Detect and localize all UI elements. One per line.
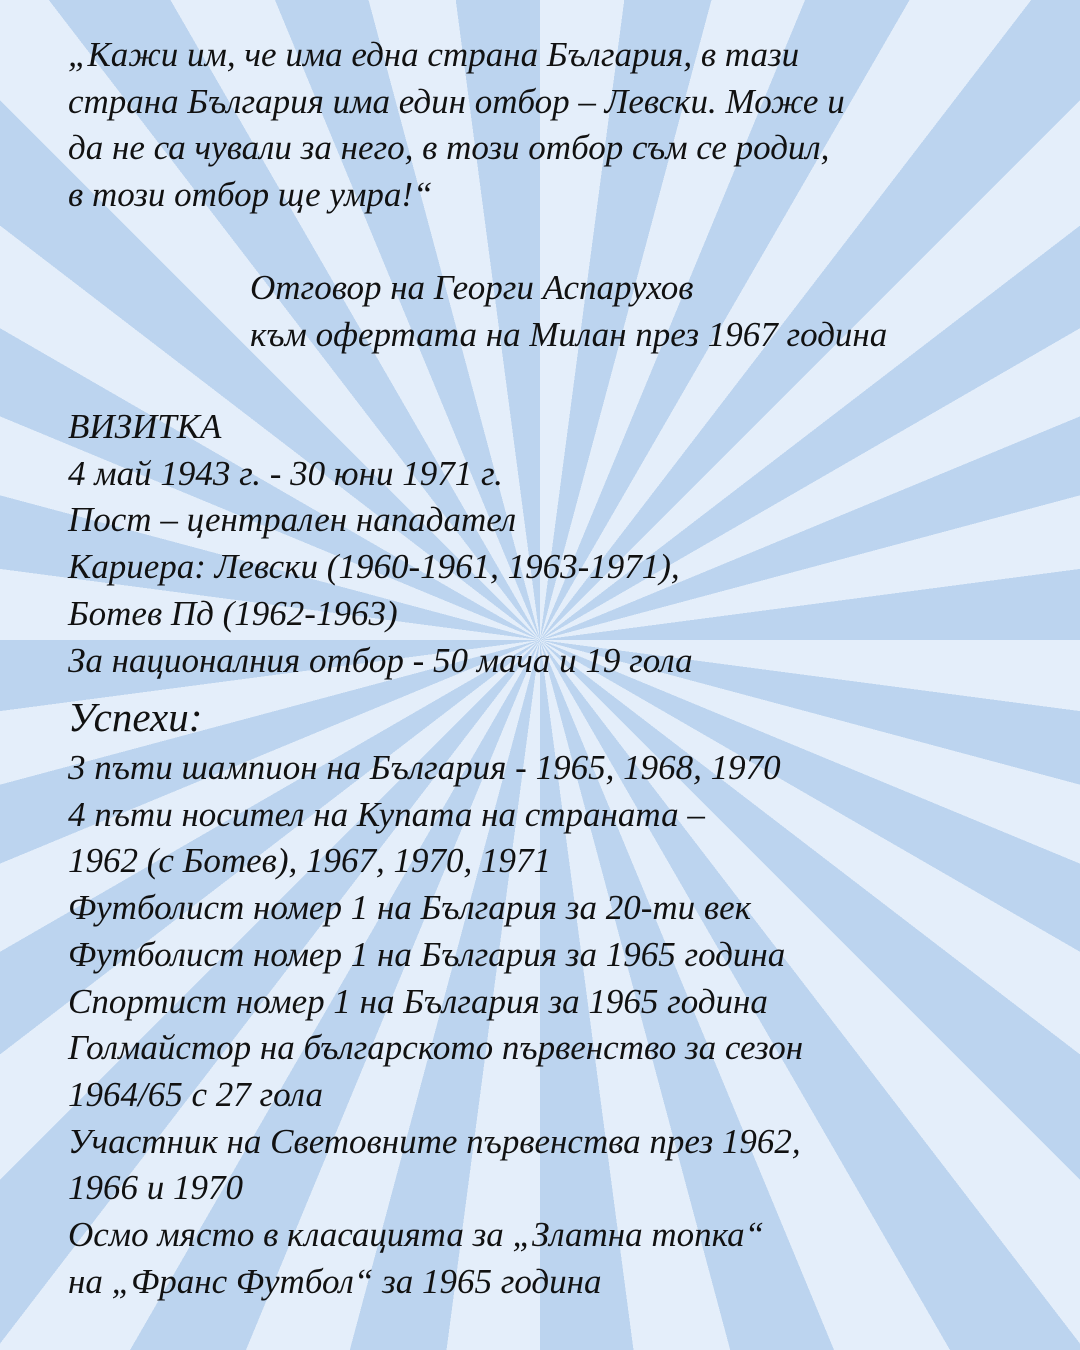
profile-line: За националния отбор - 50 мача и 19 гола <box>68 640 693 680</box>
attribution-line: Отговор на Георги Аспарухов <box>250 268 694 307</box>
achievement-line: Голмайстор на българското първенство за сезон <box>68 1028 804 1068</box>
achievement-line: 1966 и 1970 <box>68 1168 243 1208</box>
achievement-line: Осмо място в класацията за „Златна топка“ <box>68 1215 765 1255</box>
profile-line: 4 май 1943 г. - 30 юни 1971 г. <box>68 453 503 493</box>
achievement-line: 1964/65 с 27 гола <box>68 1074 323 1114</box>
achievement-line: на „Франс Футбол“ за 1965 година <box>68 1261 602 1301</box>
profile-title: ВИЗИТКА <box>68 407 222 446</box>
profile-line: Пост – централен нападател <box>68 500 517 540</box>
achievement-line: Футболист номер 1 на България за 1965 година <box>68 934 786 974</box>
achievement-line: 4 пъти носител на Купата на страната – <box>68 794 705 834</box>
profile-line: Ботев Пд (1962-1963) <box>68 593 398 633</box>
quote <box>68 32 845 219</box>
achievement-line: 1962 (с Ботев), 1967, 1970, 1971 <box>68 841 551 881</box>
achievements-list <box>68 745 803 1305</box>
quote-line: страна България има един отбор – Левски. Може и <box>68 81 845 121</box>
achievements-title: Успехи: <box>68 694 203 740</box>
quote-line: в този отбор ще умра!“ <box>68 175 433 215</box>
attribution <box>250 265 887 358</box>
quote-line: „Кажи им, че има една страна България, в тази <box>68 35 800 74</box>
profile-card <box>68 404 693 684</box>
achievement-line: 3 пъти шампион на България - 1965, 1968, 1970 <box>68 748 781 787</box>
attribution-line: към офертата на Милан през 1967 година <box>250 314 888 354</box>
achievement-line: Спортист номер 1 на България за 1965 година <box>68 981 768 1021</box>
profile-line: Кариера: Левски (1960-1961, 1963-1971), <box>68 547 680 587</box>
quote-line: да не са чували за него, в този отбор съм се родил, <box>68 128 830 168</box>
achievement-line: Участник на Световните първенства през 1962, <box>68 1121 801 1161</box>
achievement-line: Футболист номер 1 на България за 20-ти век <box>68 888 751 928</box>
